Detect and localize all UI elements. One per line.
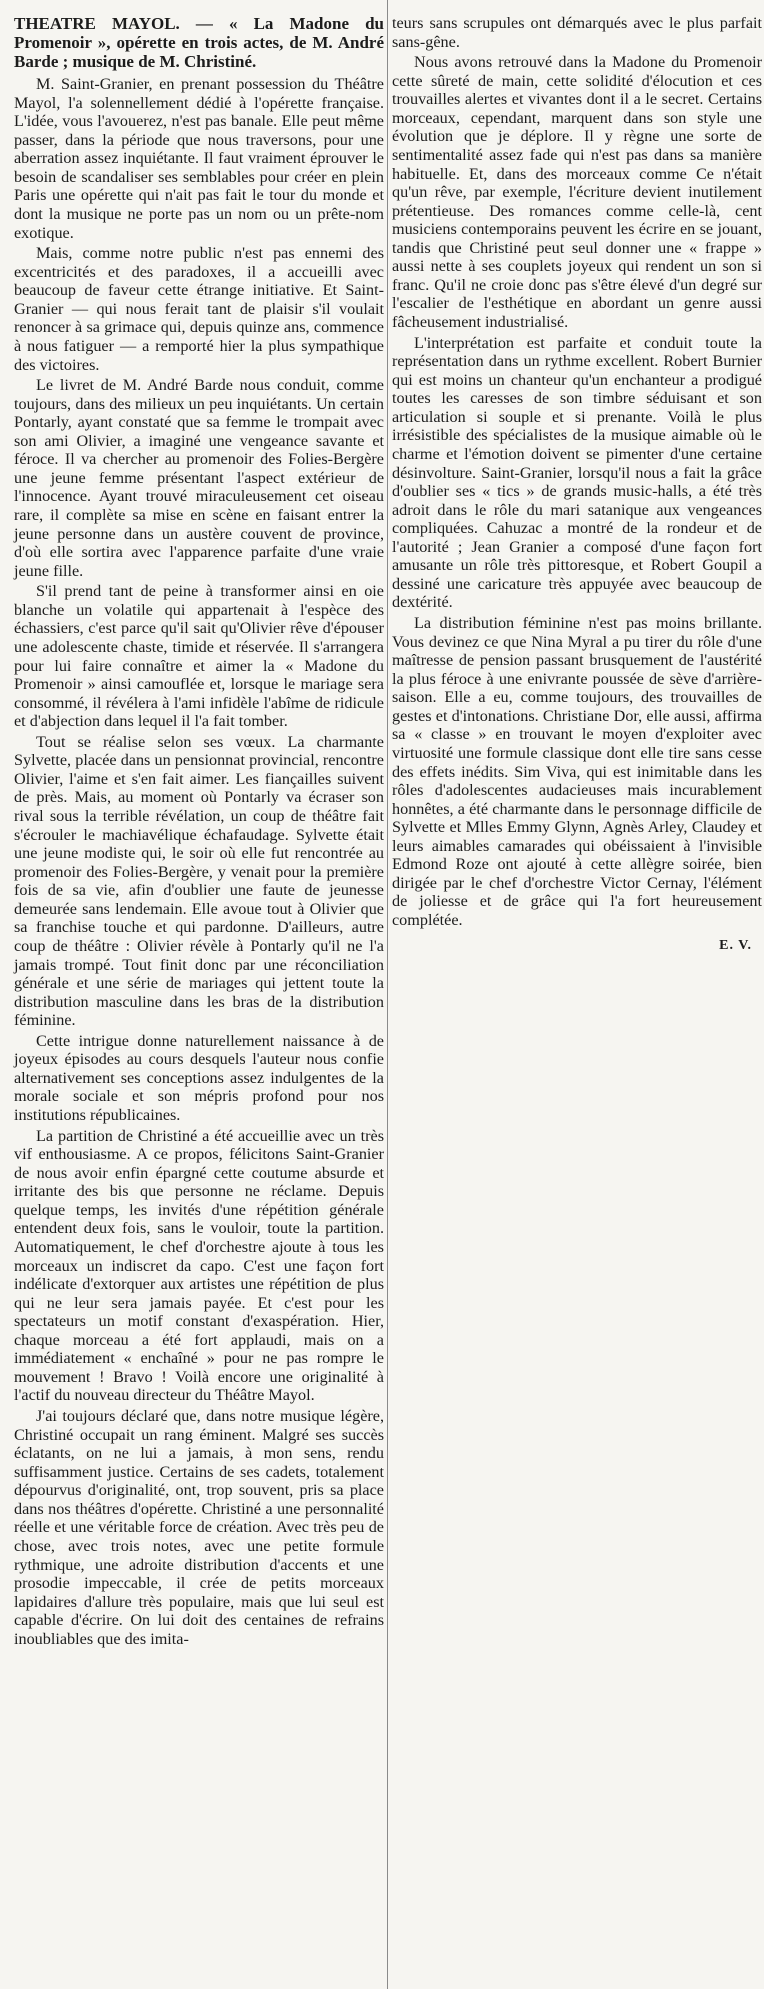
article-paragraph: Tout se réalise selon ses vœux. La charmante Sylvette, placée dans un pensionnat provincial, rencontre Olivier, l'aime et s'en fait aimer. Les fiançailles suivent de près. Mais, au moment où Pontarly va écraser son rival sous la terrible révélation, un coup de théâtre fait s'écrouler le machiavélique échafaudage. Sylvette était une jeune modiste qui, le soir où elle fut rencontrée au promenoir des Folies-Bergère, y venait pour la première fois de sa vie, afin d'oublier une faute de jeunesse demeurée sans lendemain. Elle avoue tout à Olivier que sa franchise touche et qui pardonne. D'ailleurs, autre coup de théâtre : Olivier révèle à Pontarly qu'il ne l'a jamais trompé. Tout finit donc par une réconciliation générale et une série de mariages qui jettent toute la distribution masculine dans les bras de la distribution féminine.	[14, 732, 384, 1030]
article-paragraph: J'ai toujours déclaré que, dans notre musique légère, Christiné occupait un rang éminent. Malgré ses succès éclatants, on ne lui a jamais, à mon sens, rendu suffisamment justice. Certains de ses cadets, totalement dépourvus d'originalité, ont, trop souvent, pris sa place dans nos théâtres d'opérette. Christiné a une personnalité réelle et une véritable force de création. Avec très peu de chose, avec trois notes, avec une petite formule rythmique, une adroite distribution d'accents et une prosodie impeccable, il crée de petits morceaux lapidaires d'allure très populaire, mais que lui seul est capable d'écrire. On lui doit des centaines de refrains inoubliables que des imita-	[14, 1407, 384, 1648]
article-paragraph: S'il prend tant de peine à transformer ainsi en oie blanche un volatile qui appartenait à l'espèce des échassiers, c'est parce qu'il sait qu'Olivier rêve d'épouser une adolescente chaste, timide et réservée. Il s'arrangera pour lui faire connaître et aimer la « Madone du Promenoir » ainsi camouflée et, lorsque le mariage sera consommé, il révélera à l'ami infidèle l'abîme de ridicule et d'abjection dans lequel il l'a fait tomber.	[14, 582, 384, 731]
column-divider	[387, 0, 388, 1989]
article-paragraph: M. Saint-Granier, en prenant possession du Théâtre Mayol, l'a solennellement dédié à l'opérette française. L'idée, vous l'avouerez, n'est pas banale. Elle peut même passer, dans la période que nous traversons, pour une aberration assez inquiétante. Il faut vraiment éprouver le besoin de scandaliser ses semblables pour créer en plein Paris une opérette qui n'ait pas fait le tour du monde et dont la musique ne porte pas un nom ou un prête-nom exotique.	[14, 75, 384, 242]
article-paragraph: Nous avons retrouvé dans la Madone du Promenoir cette sûreté de main, cette solidité d'élocution et ces trouvailles alertes et vivantes dont il a le secret. Certains morceaux, cependant, marquent dans son style une évolution que je déplore. Il y règne une sorte de sentimentalité assez fade qui n'est pas dans sa manière habituelle. Et, dans des morceaux comme Ce n'était qu'un rêve, par exemple, l'écriture devient inutilement prétentieuse. Des romances comme celle-là, cent musiciens contemporains peuvent les écrire en se jouant, tandis que Christiné peut seul donner une « frappe » aussi nette à ses couplets joyeux qui rendent un son si franc. Qu'il ne croie donc pas s'être élevé d'un degré sur l'escalier de l'esthétique en abordant un genre aussi fâcheusement industrialisé.	[392, 53, 762, 331]
article-heading: THEATRE MAYOL. — « La Madone du Promenoir », opérette en trois actes, de M. André Barde ; musique de M. Christiné.	[14, 14, 384, 72]
article-paragraph: Mais, comme notre public n'est pas ennemi des excentricités et des paradoxes, il a accueilli avec beaucoup de faveur cette étrange initiative. Et Saint-Granier — qui nous ferait tant de plaisir s'il voulait renoncer à sa grimace qui, depuis quinze ans, commence à nous fatiguer — a remporté hier la plus sympathique des victoires.	[14, 244, 384, 374]
article-paragraph: La distribution féminine n'est pas moins brillante. Vous devinez ce que Nina Myral a pu tirer du rôle d'une maîtresse de pension passant brusquement de l'austérité la plus féroce à une enivrante poussée de sève d'arrière-saison. Elle a eu, comme toujours, des trouvailles de gestes et d'intonations. Christiane Dor, elle aussi, affirma sa « classe » en trouvant le moyen d'exploiter avec virtuosité une formule classique dont elle tire sans cesse des effets inédits. Sim Viva, qui est inimitable dans les rôles d'adolescentes audacieuses mais incurablement honnêtes, a été charmante dans le personnage difficile de Sylvette et Mlles Emmy Glynn, Agnès Arley, Claudey et leurs aimables camarades qui obéissaient à l'invisible Edmond Roze ont ajouté à cette allègre soirée, bien dirigée par le chef d'orchestre Victor Cernay, l'élément de joliesse et de grâce qui l'a fort heureusement complétée.	[392, 614, 762, 929]
article-paragraph: Cette intrigue donne naturellement naissance à de joyeux épisodes au cours desquels l'auteur nous confie alternativement ses conceptions assez indulgentes de la morale sociale et son mépris profond pour nos institutions républicaines.	[14, 1031, 384, 1125]
article-paragraph: L'interprétation est parfaite et conduit toute la représentation dans un rythme excellent. Robert Burnier qui est moins un chanteur qu'un enchanteur a prodigué toutes les caresses de son timbre séduisant et son articulation si souple et si prenante. Voilà le plus irrésistible des spécialistes de la musique aimable où le charme et l'émotion doivent se pimenter d'une certaine désinvolture. Saint-Granier, lorsqu'il nous a fait la grâce d'oublier ses « tics » de grands music-halls, a été très adroit dans le rôle du mari satanique aux vengeances compliquées. Cahuzac a montré de la rondeur et de l'autorité ; Jean Granier a composé d'une façon fort amusante un rôle très pittoresque, et Robert Goupil a dessiné une caricature très appuyée avec beaucoup de dextérité.	[392, 333, 762, 612]
left-column	[14, 14, 384, 1650]
right-column	[392, 14, 762, 954]
article-paragraph: Le livret de M. André Barde nous conduit, comme toujours, dans des milieux un peu inquiétants. Un certain Pontarly, ayant constaté que sa femme le trompait avec son ami Olivier, a imaginé une vengeance savante et féroce. Il va chercher au promenoir des Folies-Bergère une jeune femme présentant l'aspect extérieur de l'innocence. Ayant trouvé miraculeusement cet oiseau rare, il complète sa mise en scène en faisant entrer la jeune personne dans un austère couvent de province, d'où elle sortira avec l'apparence parfaite d'une vraie jeune fille.	[14, 376, 384, 580]
article-paragraph: La partition de Christiné a été accueillie avec un très vif enthousiasme. A ce propos, félicitons Saint-Granier de nous avoir enfin épargné cette coutume absurde et irritante des bis que personne ne réclame. Depuis quelque temps, les invités d'une répétition générale entendent deux fois, sans le vouloir, toute la partition. Automatiquement, le chef d'orchestre ajoute à tous les morceaux un indiscret da capo. C'est une façon fort indélicate d'extorquer aux artistes une répétition de plus qui ne leur sera jamais payée. Et c'est pour les spectateurs un motif constant d'exaspération. Hier, chaque morceau a été fort applaudi, mais on a immédiatement « enchaîné » pour ne pas rompre le mouvement ! Bravo ! Voilà encore une originalité à l'actif du nouveau directeur du Théâtre Mayol.	[14, 1126, 384, 1405]
author-signature: E. V.	[719, 937, 752, 953]
article-paragraph: teurs sans scrupules ont démarqués avec le plus parfait sans-gêne.	[392, 14, 762, 51]
